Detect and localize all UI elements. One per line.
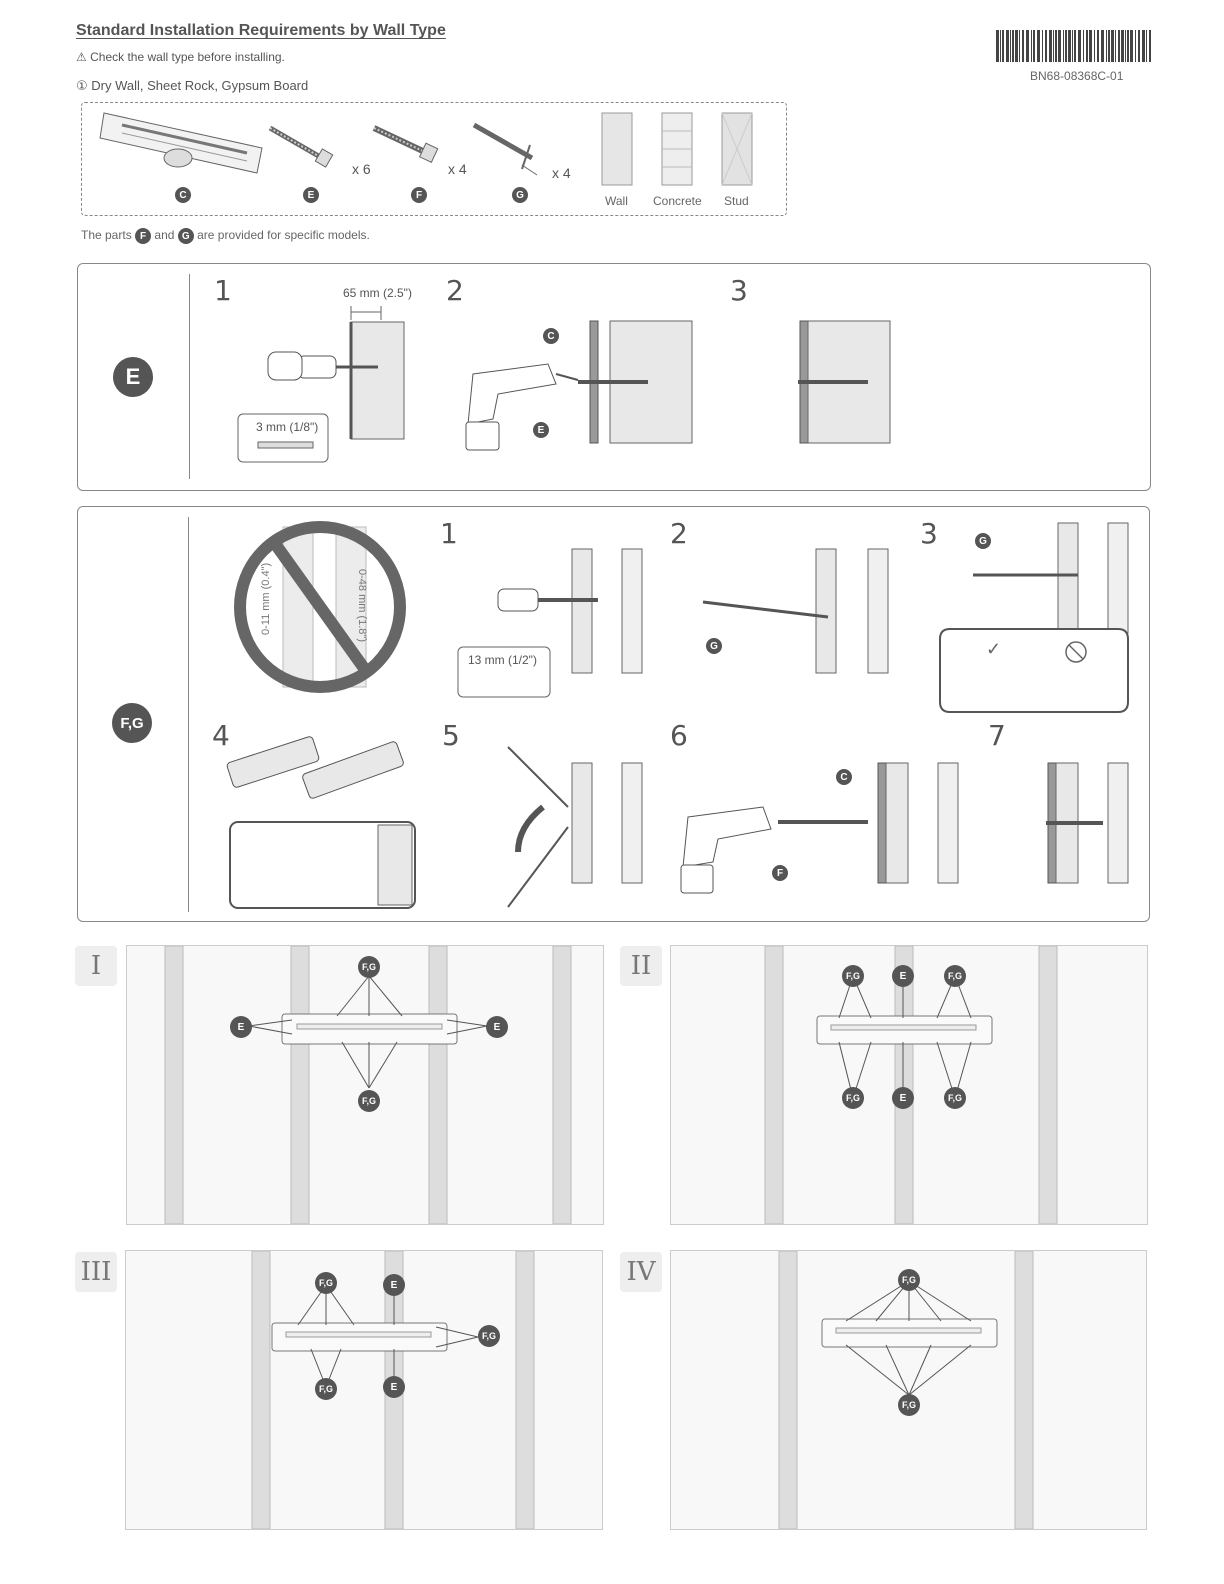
barcode-bar (1135, 30, 1136, 62)
part-badge-e: E (533, 422, 549, 438)
barcode-bar (1042, 30, 1043, 62)
barcode-bar (1074, 30, 1076, 62)
barcode-bar (1101, 30, 1104, 62)
step-number: 3 (920, 517, 938, 550)
part-badge-f: F (135, 228, 151, 244)
step-number: 2 (446, 274, 464, 307)
parts-note: The parts F and G are provided for specific models. (81, 228, 370, 243)
barcode-bar (1053, 30, 1054, 62)
step-number: 5 (442, 719, 460, 752)
layout-diagram-ii (670, 945, 1148, 1225)
part-qty-f: x 4 (448, 161, 467, 177)
barcode-bar (1083, 30, 1084, 62)
barcode-bar (1078, 30, 1081, 62)
part-badge-c: C (175, 187, 191, 203)
barcode-bar (1012, 30, 1014, 62)
barcode-bar (996, 30, 999, 62)
warning-icon: ⚠ (76, 50, 87, 64)
page-title: Standard Installation Requirements by Wall Type (76, 22, 446, 39)
barcode-bar (1149, 30, 1151, 62)
barcode-bar (1130, 30, 1133, 62)
parts-box (81, 102, 787, 216)
callout-e: E (383, 1376, 405, 1398)
barcode-bar (1118, 30, 1120, 62)
callout-fg: F,G (944, 1087, 966, 1109)
barcode-bar (1019, 30, 1020, 62)
caution-notice (76, 50, 285, 64)
barcode-bar (1010, 30, 1011, 62)
panel-badge-e: E (113, 357, 153, 397)
step-number: 7 (988, 719, 1006, 752)
anchor-detail-callout (940, 629, 1128, 712)
svg-text:✓: ✓ (986, 639, 1002, 659)
anchor-g-illustration (474, 125, 537, 175)
barcode-bar (1015, 30, 1018, 62)
part-qty-g: x 4 (552, 165, 571, 181)
bracket-c-illustration (100, 113, 262, 173)
callout-e: E (383, 1274, 405, 1296)
callout-e: E (486, 1016, 508, 1038)
part-badge-c: C (836, 769, 852, 785)
barcode-bar (1125, 30, 1126, 62)
step-number: 3 (730, 274, 748, 307)
screw-e-illustration (270, 128, 333, 167)
callout-fg: F,G (842, 1087, 864, 1109)
part-badge-e: E (303, 187, 319, 203)
barcode-bar (1058, 30, 1061, 62)
callout-e: E (230, 1016, 252, 1038)
callout-fg: F,G (478, 1325, 500, 1347)
wall-illustration (351, 322, 404, 439)
barcode-bar (1086, 30, 1088, 62)
barcode-bar (1127, 30, 1129, 62)
layout-label: III (75, 1252, 117, 1292)
callout-fg: F,G (898, 1394, 920, 1416)
barcode-bar (1026, 30, 1029, 62)
drill-bit-size: 3 mm (1/8") (256, 420, 319, 434)
callout-fg: F,G (315, 1272, 337, 1294)
barcode-bar (1089, 30, 1092, 62)
barcode-bar (1031, 30, 1032, 62)
barcode-bar (1097, 30, 1099, 62)
step-number: 2 (670, 517, 688, 550)
barcode-bar (1063, 30, 1064, 62)
barcode-bar (1022, 30, 1024, 62)
wall-type-heading: ① Dry Wall, Sheet Rock, Gypsum Board (76, 78, 309, 93)
part-qty-e: x 6 (352, 161, 371, 177)
barcode-bar (1037, 30, 1040, 62)
barcode-bar (1106, 30, 1107, 62)
barcode-bar (1121, 30, 1124, 62)
barcode-bar (1072, 30, 1073, 62)
barcode-bar (1055, 30, 1057, 62)
screw-f-illustration (374, 128, 438, 162)
barcode-bar (1146, 30, 1147, 62)
barcode-bar (1065, 30, 1067, 62)
barcode-bar (1142, 30, 1145, 62)
barcode-bar (1068, 30, 1071, 62)
part-badge-c: C (543, 328, 559, 344)
layout-label: II (620, 946, 662, 986)
wall-thickness-a: 0-11 mm (0.4") (260, 562, 272, 635)
callout-fg: F,G (898, 1269, 920, 1291)
barcode-bar (1049, 30, 1052, 62)
layout-label: I (75, 946, 117, 986)
layout-diagram-iv (670, 1250, 1147, 1530)
step-number: 6 (670, 719, 688, 752)
barcode-bar (1002, 30, 1004, 62)
part-badge-f: F (411, 187, 427, 203)
barcode-bar (1000, 30, 1001, 62)
callout-fg: F,G (358, 956, 380, 978)
barcode-bar (1138, 30, 1140, 62)
drill-depth-label: 65 mm (2.5") (343, 286, 412, 300)
wall-type-label: Stud (724, 194, 749, 208)
wall-type-label: Concrete (653, 194, 702, 208)
step-number: 1 (214, 274, 232, 307)
callout-fg: F,G (944, 965, 966, 987)
drill-bit-size: 13 mm (1/2") (468, 653, 537, 667)
layout-diagram-i (126, 945, 604, 1225)
barcode-bar (1111, 30, 1114, 62)
step-number: 4 (212, 719, 230, 752)
wall-thickness-b: 0-48 mm (1.8") (356, 569, 368, 642)
barcode-bar (1006, 30, 1009, 62)
callout-fg: F,G (358, 1090, 380, 1112)
part-badge-g: G (512, 187, 528, 203)
wall-type-label: Wall (605, 194, 628, 208)
part-code: BN68-08368C-01 (1030, 69, 1124, 83)
barcode-bar (1108, 30, 1110, 62)
callout-fg: F,G (315, 1378, 337, 1400)
callout-e: E (892, 1087, 914, 1109)
step-number: 1 (440, 517, 458, 550)
barcode-bar (1045, 30, 1047, 62)
callout-fg: F,G (842, 965, 864, 987)
screw-e-panel (77, 263, 1151, 491)
layout-diagram-iii (125, 1250, 603, 1530)
barcode (996, 30, 1151, 62)
barcode-bar (1094, 30, 1095, 62)
callout-e: E (892, 965, 914, 987)
wall-sample (602, 113, 632, 185)
part-badge-f: F (772, 865, 788, 881)
part-badge-g: G (975, 533, 991, 549)
barcode-bar (1115, 30, 1116, 62)
layout-label: IV (620, 1252, 662, 1292)
panel-badge-fg: F,G (112, 703, 152, 743)
barcode-bar (1033, 30, 1035, 62)
anchor-fg-panel (77, 506, 1150, 922)
part-badge-g: G (178, 228, 194, 244)
caution-text: Check the wall type before installing. (90, 50, 285, 64)
part-badge-g: G (706, 638, 722, 654)
